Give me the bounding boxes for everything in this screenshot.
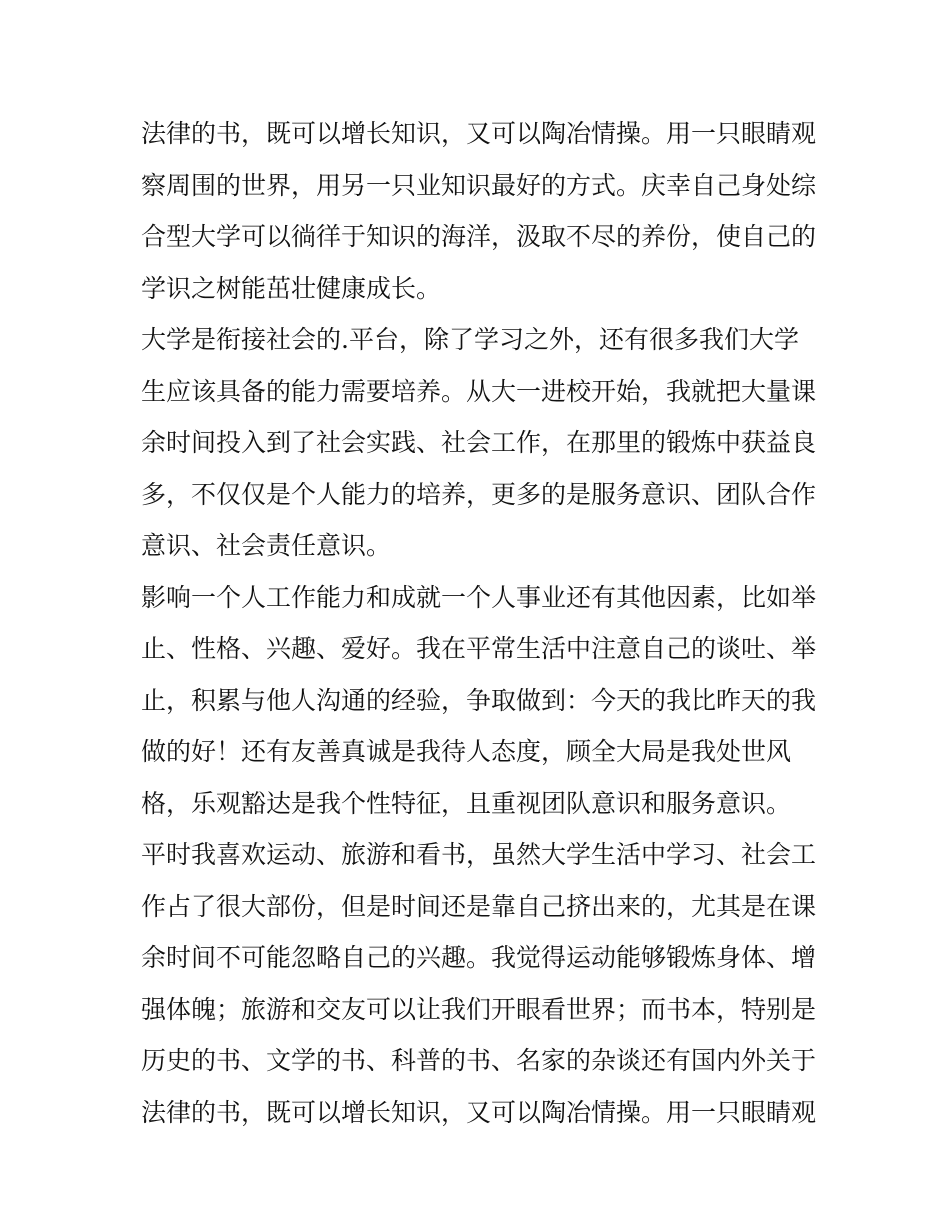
- text-line: 学识之树能茁壮健康成长。: [141, 273, 442, 303]
- body-text: [141, 108, 821, 1138]
- text-line: 意识、社会责任意识。: [141, 531, 392, 560]
- text-line: 格，乐观豁达是我个性特征，且重视团队意识和服务意识。: [141, 788, 792, 818]
- text-line: 影响一个人工作能力和成就一个人事业还有其他因素，比如举: [141, 582, 817, 612]
- text-line: 合型大学可以徜徉于知识的海洋，汲取不尽的养份，使自己的: [141, 222, 817, 251]
- text-line: 余时间投入到了社会实践、社会工作，在那里的锻炼中获益良: [141, 428, 817, 457]
- text-line: 法律的书，既可以增长知识，又可以陶冶情操。用一只眼睛观: [141, 119, 817, 148]
- text-line: 止、性格、兴趣、爱好。我在平常生活中注意自己的谈吐、举: [141, 634, 817, 663]
- text-line: 历史的书、文学的书、科普的书、名家的杂谈还有国内外关于: [141, 1046, 817, 1075]
- text-line: 多，不仅仅是个人能力的培养，更多的是服务意识、团队合作: [141, 479, 817, 509]
- text-line: 大学是衔接社会的.平台，除了学习之外，还有很多我们大学: [141, 325, 799, 354]
- text-line: 余时间不可能忽略自己的兴趣。我觉得运动能够锻炼身体、增: [141, 943, 817, 972]
- text-line: 生应该具备的能力需要培养。从大一进校开始，我就把大量课: [141, 376, 817, 406]
- text-line: 止，积累与他人沟通的经验，争取做到：今天的我比昨天的我: [141, 685, 817, 715]
- text-line: 平时我喜欢运动、旅游和看书，虽然大学生活中学习、社会工: [141, 840, 817, 869]
- text-line: 做的好！还有友善真诚是我待人态度，顾全大局是我处世风: [141, 737, 792, 766]
- text-line: 强体魄；旅游和交友可以让我们开眼看世界；而书本，特别是: [141, 994, 817, 1024]
- text-line: 作占了很大部份，但是时间还是靠自己挤出来的，尤其是在课: [141, 891, 817, 921]
- text-line: 察周围的世界，用另一只业知识最好的方式。庆幸自己身处综: [141, 170, 817, 200]
- text-line: 法律的书，既可以增长知识，又可以陶冶情操。用一只眼睛观: [141, 1097, 817, 1127]
